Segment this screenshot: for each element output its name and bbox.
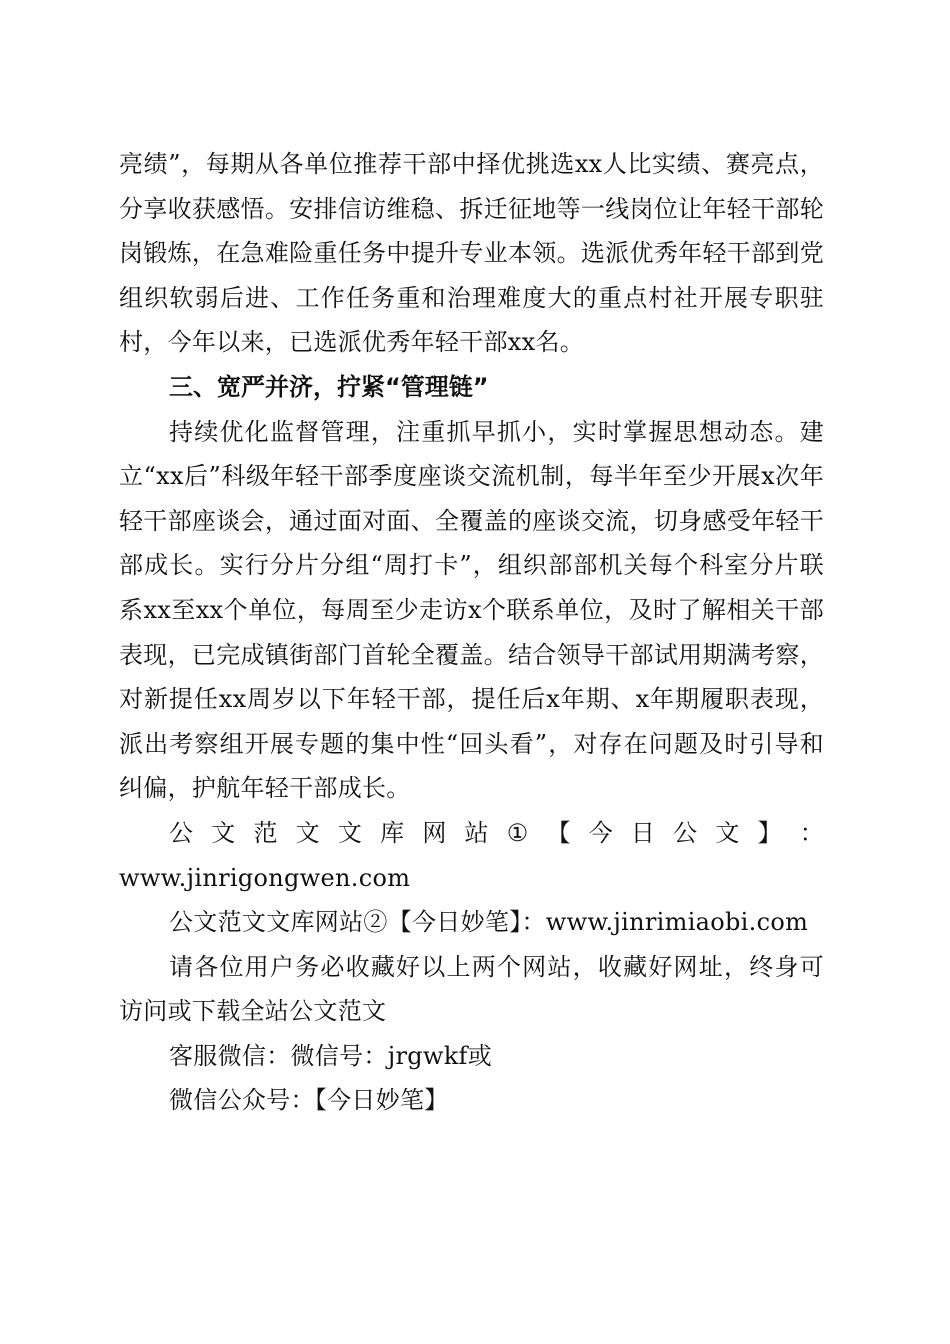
service-wechat: 客服微信：微信号：jrgwkf或 (169, 1041, 493, 1070)
site1-label: 公 文 范 文 文 库 网 站 ① 【 今 日 公 文 】 ： (169, 818, 824, 847)
site1-url[interactable]: www.jinrigongwen.com (119, 863, 411, 892)
paragraph-management: 持续优化监督管理，注重抓早抓小，实时掌握思想动态。建立“xx后”科级年轻干部季度座谈交流机制，每半年至少开展x次年轻干部座谈会，通过面对面、全覆盖的座谈交流，切身感受年轻干部成长。实行分片分组“周打卡”，组织部部机关每个科室分片联系xx至xx个单位，每周至少走访x个联系单位，及时了解相关干部表现，已完成镇街部门首轮全覆盖。结合领导干部试用期满考察，对新提任xx周岁以下年轻干部，提任后x年期、x年期履职表现，派出考察组开展专题的集中性“回头看”，对存在问题及时引导和纠偏，护航年轻干部成长。 (119, 417, 824, 803)
bookmark-notice: 请各位用户务必收藏好以上两个网站，收藏好网址，终身可访问或下载全站公文范文 (119, 952, 824, 1026)
paragraph-intro: 亮绩”，每期从各单位推荐干部中择优挑选xx人比实绩、赛亮点，分享收获感悟。安排信访维稳、拆迁征地等一线岗位让年轻干部轮岗锻炼，在急难险重任务中提升专业本领。选派优秀年轻干部到党组织软弱后进、工作任务重和治理难度大的重点村社开展专职驻村，今年以来，已选派优秀年轻干部xx名。 (119, 150, 824, 357)
site2-line[interactable]: 公文范文文库网站②【今日妙笔】：www.jinrimiaobi.com (169, 908, 809, 937)
document-page (119, 142, 824, 1123)
public-account: 微信公众号：【今日妙笔】 (169, 1086, 449, 1115)
section-heading-3: 三、宽严并济，拧紧“管理链” (169, 372, 489, 401)
